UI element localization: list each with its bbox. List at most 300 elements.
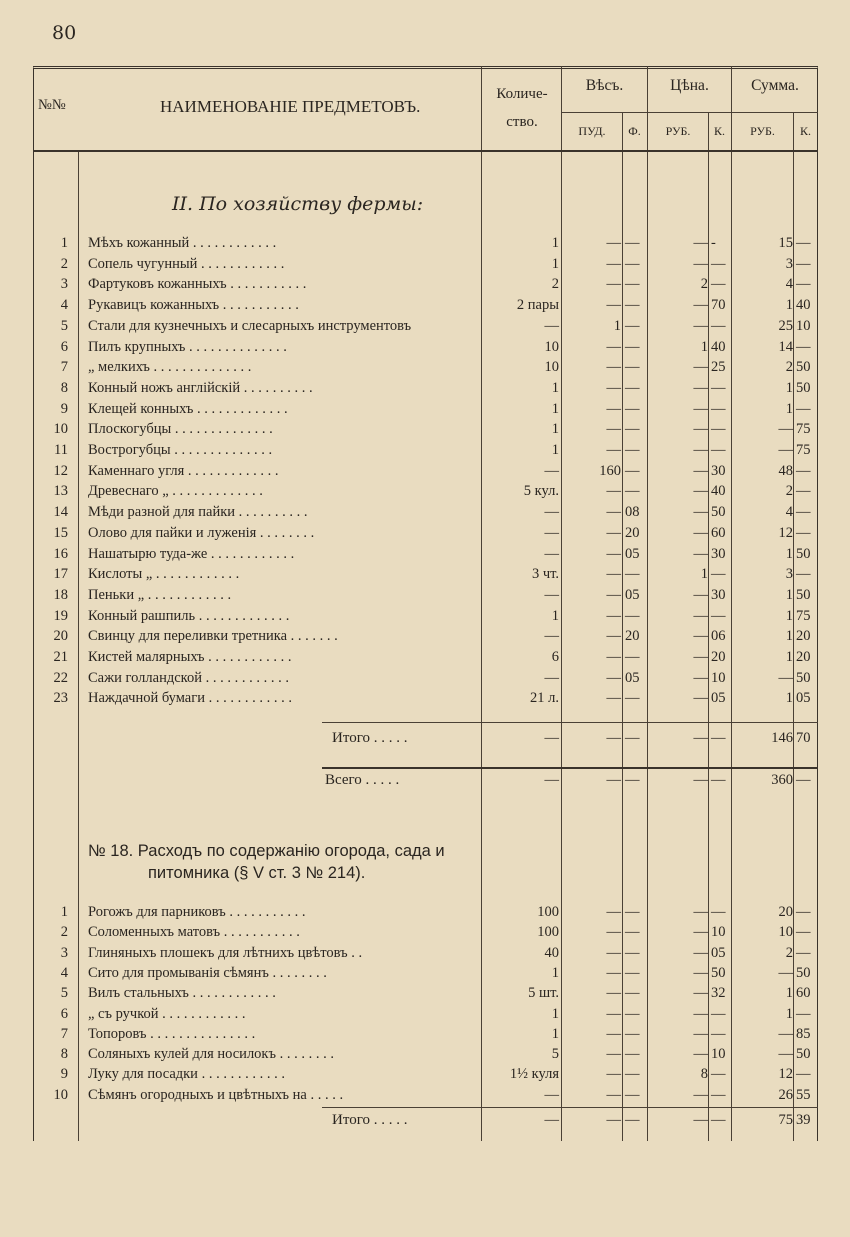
section2-total-row bbox=[0, 1110, 850, 1130]
row-number: 10 bbox=[53, 1086, 68, 1103]
sum-rub: 1 bbox=[785, 985, 793, 1002]
sum-rub: 20 bbox=[778, 904, 793, 920]
row-number: 19 bbox=[53, 607, 68, 624]
header-num: №№ bbox=[38, 97, 66, 113]
weight-f: 20 bbox=[625, 628, 640, 645]
weight-pud: — bbox=[606, 985, 621, 1002]
total-f: — bbox=[625, 730, 640, 746]
quantity: 100 bbox=[537, 924, 559, 941]
table-row bbox=[0, 1024, 850, 1044]
sum-k: — bbox=[796, 524, 811, 541]
quantity: — bbox=[544, 462, 559, 479]
item-name: Стали для кузнечныхъ и слесарныхъ инструментовъ bbox=[88, 317, 412, 334]
price-rub: — bbox=[693, 964, 708, 981]
total-k: — bbox=[711, 730, 726, 746]
table-row bbox=[0, 1064, 850, 1084]
weight-pud: — bbox=[606, 235, 621, 251]
sum-k: 55 bbox=[796, 1086, 811, 1103]
weight-pud: — bbox=[606, 1025, 621, 1042]
sum-k: 50 bbox=[796, 1046, 811, 1063]
total-sum-rub: 146 bbox=[771, 730, 793, 746]
weight-f: 20 bbox=[625, 524, 640, 541]
sum-rub: 10 bbox=[778, 924, 793, 941]
price-k: 05 bbox=[711, 690, 726, 707]
weight-pud: — bbox=[606, 359, 621, 376]
header-pud: ПУД. bbox=[578, 124, 606, 138]
quantity: 1 bbox=[551, 421, 559, 438]
weight-pud: — bbox=[606, 1066, 621, 1083]
row-number: 13 bbox=[53, 483, 68, 500]
sum-rub: 25 bbox=[778, 317, 793, 334]
row-number: 6 bbox=[60, 1005, 68, 1022]
item-name: Вострогубцы . . . . . . . . . . . . . . bbox=[88, 442, 273, 458]
weight-pud: — bbox=[606, 545, 621, 562]
grand-k: — bbox=[711, 772, 726, 788]
total2-qty: — bbox=[544, 1112, 559, 1128]
item-name: Мѣхъ кожанный . . . . . . . . . . . . bbox=[88, 235, 277, 251]
price-k: 25 bbox=[711, 359, 726, 376]
sum-k: 60 bbox=[796, 985, 811, 1002]
item-name: Нашатырю туда-же . . . . . . . . . . . . bbox=[88, 545, 295, 562]
row-number: 23 bbox=[53, 690, 68, 707]
row-number: 9 bbox=[60, 1066, 68, 1083]
page-number: 80 bbox=[52, 22, 77, 44]
row-number: 5 bbox=[60, 317, 68, 334]
weight-f: — bbox=[625, 649, 640, 665]
price-k: 10 bbox=[711, 924, 726, 941]
item-name: Конный ножъ англійскій . . . . . . . . . . bbox=[88, 379, 313, 396]
sum-rub: 1 bbox=[785, 1005, 793, 1022]
sum-k: — bbox=[796, 400, 811, 417]
sum-k: — bbox=[796, 504, 811, 521]
table-row bbox=[0, 544, 850, 564]
weight-pud: — bbox=[606, 379, 621, 396]
table-row bbox=[0, 647, 850, 667]
row-number: 17 bbox=[53, 566, 68, 583]
weight-pud: — bbox=[606, 504, 621, 521]
quantity: — bbox=[544, 669, 559, 686]
table-row bbox=[0, 983, 850, 1003]
sum-rub: 2 bbox=[785, 483, 793, 500]
weight-pud: — bbox=[606, 904, 621, 920]
price-k: — bbox=[711, 442, 726, 458]
price-rub: 1 bbox=[700, 338, 708, 355]
quantity: 2 пары bbox=[516, 297, 559, 314]
sum-rub: — bbox=[778, 1025, 793, 1042]
quantity: — bbox=[544, 628, 559, 645]
weight-f: — bbox=[625, 297, 640, 314]
weight-pud: — bbox=[606, 524, 621, 541]
row-number: 1 bbox=[60, 904, 68, 920]
weight-f: 05 bbox=[625, 669, 640, 686]
table-row bbox=[0, 461, 850, 481]
price-rub: — bbox=[693, 904, 708, 920]
sum-rub: 1 bbox=[785, 400, 793, 417]
sum-rub: 1 bbox=[785, 379, 793, 396]
price-rub: — bbox=[693, 235, 708, 251]
table-row bbox=[0, 1085, 850, 1105]
weight-pud: — bbox=[606, 566, 621, 583]
total-pud: — bbox=[606, 730, 621, 746]
sum-rub: 1 bbox=[785, 297, 793, 314]
weight-f: 05 bbox=[625, 586, 640, 603]
price-k: 32 bbox=[711, 985, 726, 1002]
price-rub: — bbox=[693, 379, 708, 396]
weight-f: — bbox=[625, 1046, 640, 1063]
weight-pud: — bbox=[606, 276, 621, 293]
quantity: 1 bbox=[551, 400, 559, 417]
item-name: Вилъ стальныхъ . . . . . . . . . . . . bbox=[88, 985, 276, 1002]
item-name: Конный рашпиль . . . . . . . . . . . . . bbox=[88, 607, 290, 624]
table-row bbox=[0, 1004, 850, 1024]
quantity: 6 bbox=[551, 649, 559, 665]
sum-rub: 2 bbox=[785, 359, 793, 376]
section2-title-line1: № 18. Расходъ по содержанію огорода, сада и bbox=[88, 842, 445, 860]
quantity: 21 л. bbox=[530, 690, 559, 707]
price-k: - bbox=[711, 235, 716, 251]
weight-pud: — bbox=[606, 421, 621, 438]
weight-pud: — bbox=[606, 607, 621, 624]
total2-rub: — bbox=[693, 1112, 708, 1128]
item-name: Луку для посадки . . . . . . . . . . . . bbox=[88, 1066, 285, 1083]
table-row bbox=[0, 943, 850, 963]
item-name: Наждачной бумаги . . . . . . . . . . . . bbox=[88, 690, 292, 707]
weight-f: — bbox=[625, 400, 640, 417]
item-name: Сопель чугунный . . . . . . . . . . . . bbox=[88, 255, 285, 272]
weight-pud: — bbox=[606, 964, 621, 981]
row-number: 11 bbox=[54, 442, 68, 458]
price-k: — bbox=[711, 1005, 726, 1022]
item-name: Сѣмянъ огородныхъ и цвѣтныхъ на . . . . . bbox=[88, 1086, 344, 1103]
row-number: 8 bbox=[60, 1046, 68, 1063]
item-name: „ мелкихъ . . . . . . . . . . . . . . bbox=[88, 359, 252, 376]
price-k: 40 bbox=[711, 338, 726, 355]
price-rub: — bbox=[693, 1086, 708, 1103]
sum-k: 85 bbox=[796, 1025, 811, 1042]
sum-rub: — bbox=[778, 669, 793, 686]
sum-k: 20 bbox=[796, 649, 811, 665]
sum-rub: 1 bbox=[785, 628, 793, 645]
row-number: 4 bbox=[60, 964, 68, 981]
quantity: — bbox=[544, 1086, 559, 1103]
price-k: 30 bbox=[711, 586, 726, 603]
sum-rub: 14 bbox=[778, 338, 793, 355]
total2-pud: — bbox=[606, 1112, 621, 1128]
header-weight: Вѣсъ. bbox=[585, 77, 624, 94]
sum-k: 50 bbox=[796, 669, 811, 686]
weight-pud: — bbox=[606, 690, 621, 707]
header-bottom-rule bbox=[33, 150, 818, 152]
total2-sum-k: 39 bbox=[796, 1112, 811, 1128]
table-row bbox=[0, 399, 850, 419]
sum-k: — bbox=[796, 235, 811, 251]
header-qty-2: ство. bbox=[506, 114, 538, 130]
header-f: Ф. bbox=[628, 124, 641, 138]
price-k: 10 bbox=[711, 669, 726, 686]
weight-f: — bbox=[625, 338, 640, 355]
sum-rub: — bbox=[778, 421, 793, 438]
row-number: 20 bbox=[53, 628, 68, 645]
sum-k: — bbox=[796, 276, 811, 293]
section2-title bbox=[88, 840, 478, 884]
weight-pud: — bbox=[606, 924, 621, 941]
price-k: — bbox=[711, 904, 726, 920]
table-row bbox=[0, 585, 850, 605]
weight-f: — bbox=[625, 690, 640, 707]
price-rub: — bbox=[693, 607, 708, 624]
weight-pud: — bbox=[606, 297, 621, 314]
grand-sum-rub: 360 bbox=[771, 772, 793, 788]
total-rule-1 bbox=[322, 722, 818, 723]
item-name: Рукавицъ кожанныхъ . . . . . . . . . . . bbox=[88, 297, 299, 314]
price-rub: — bbox=[693, 985, 708, 1002]
sum-rub: — bbox=[778, 1046, 793, 1063]
quantity: 1 bbox=[551, 442, 559, 458]
price-rub: — bbox=[693, 1005, 708, 1022]
price-rub: — bbox=[693, 483, 708, 500]
weight-f: — bbox=[625, 317, 640, 334]
sum-rub: 15 bbox=[778, 235, 793, 251]
weight-f: — bbox=[625, 255, 640, 272]
sum-rub: 26 bbox=[778, 1086, 793, 1103]
sum-rub: — bbox=[778, 964, 793, 981]
sum-k: 50 bbox=[796, 545, 811, 562]
price-k: — bbox=[711, 1066, 726, 1083]
quantity: 1 bbox=[551, 607, 559, 624]
price-k: — bbox=[711, 276, 726, 293]
total-qty: — bbox=[544, 730, 559, 746]
price-k: 10 bbox=[711, 1046, 726, 1063]
row-number: 6 bbox=[60, 338, 68, 355]
weight-pud: — bbox=[606, 628, 621, 645]
weight-f: — bbox=[625, 442, 640, 458]
quantity: 100 bbox=[537, 904, 559, 920]
total-sum-k: 70 bbox=[796, 730, 811, 746]
sum-k: — bbox=[796, 566, 811, 583]
sum-rub: 3 bbox=[785, 255, 793, 272]
quantity: 5 bbox=[551, 1046, 559, 1063]
price-k: — bbox=[711, 607, 726, 624]
item-name: „ съ ручкой . . . . . . . . . . . . bbox=[88, 1005, 246, 1022]
item-name: Сито для промыванія сѣмянъ . . . . . . . . bbox=[88, 964, 327, 981]
weight-pud: 1 bbox=[613, 317, 621, 334]
item-name: Пеньки „ . . . . . . . . . . . . bbox=[88, 586, 232, 603]
sum-k: 50 bbox=[796, 359, 811, 376]
item-name: Мѣди разной для пайки . . . . . . . . . . bbox=[88, 504, 308, 521]
weight-pud: — bbox=[606, 1046, 621, 1063]
price-k: 06 bbox=[711, 628, 726, 645]
quantity: 1 bbox=[551, 255, 559, 272]
sum-rub: 1 bbox=[785, 690, 793, 707]
row-number: 3 bbox=[60, 944, 68, 961]
row-number: 12 bbox=[53, 462, 68, 479]
sum-rub: 12 bbox=[778, 524, 793, 541]
sum-rub: 12 bbox=[778, 1066, 793, 1083]
header-sum: Сумма. bbox=[751, 77, 799, 94]
quantity: 1 bbox=[551, 1025, 559, 1042]
sum-k: 75 bbox=[796, 607, 811, 624]
price-k: — bbox=[711, 255, 726, 272]
total-rub: — bbox=[693, 730, 708, 746]
grand-f: — bbox=[625, 772, 640, 788]
price-rub: — bbox=[693, 421, 708, 438]
sum-k: — bbox=[796, 944, 811, 961]
weight-f: — bbox=[625, 483, 640, 500]
weight-f: — bbox=[625, 379, 640, 396]
price-rub: — bbox=[693, 462, 708, 479]
quantity: 10 bbox=[544, 359, 559, 376]
sum-k: — bbox=[796, 924, 811, 941]
row-number: 22 bbox=[53, 669, 68, 686]
sum-k: 40 bbox=[796, 297, 811, 314]
price-rub: — bbox=[693, 924, 708, 941]
item-name: Сажи голландской . . . . . . . . . . . . bbox=[88, 669, 289, 686]
grand-pud: — bbox=[606, 772, 621, 788]
item-name: Соляныхъ кулей для носилокъ . . . . . . . . bbox=[88, 1046, 334, 1063]
item-name: Кислоты „ . . . . . . . . . . . . bbox=[88, 566, 240, 583]
quantity: 1 bbox=[551, 964, 559, 981]
weight-f: — bbox=[625, 276, 640, 293]
quantity: — bbox=[544, 545, 559, 562]
row-number: 16 bbox=[53, 545, 68, 562]
weight-f: — bbox=[625, 904, 640, 920]
price-rub: — bbox=[693, 524, 708, 541]
table-row bbox=[0, 1044, 850, 1064]
row-number: 15 bbox=[53, 524, 68, 541]
sum-k: — bbox=[796, 483, 811, 500]
weight-pud: — bbox=[606, 400, 621, 417]
table-row bbox=[0, 316, 850, 336]
header-sk: К. bbox=[799, 124, 811, 138]
item-name: Рогожъ для парниковъ . . . . . . . . . . . bbox=[88, 904, 306, 920]
header-rub: РУБ. bbox=[665, 124, 691, 138]
weight-f: — bbox=[625, 985, 640, 1002]
header-qty-1: Количе- bbox=[496, 86, 548, 102]
weight-pud: — bbox=[606, 586, 621, 603]
table-row bbox=[0, 902, 850, 922]
grand-rub: — bbox=[693, 772, 708, 788]
price-rub: — bbox=[693, 442, 708, 458]
price-rub: — bbox=[693, 586, 708, 603]
price-k: 40 bbox=[711, 483, 726, 500]
price-k: — bbox=[711, 566, 726, 583]
weight-f: — bbox=[625, 421, 640, 438]
sum-rub: 1 bbox=[785, 607, 793, 624]
item-name: Топоровъ . . . . . . . . . . . . . . . bbox=[88, 1025, 256, 1042]
weight-pud: — bbox=[606, 669, 621, 686]
weight-pud: — bbox=[606, 944, 621, 961]
sum-k: — bbox=[796, 1066, 811, 1083]
weight-f: — bbox=[625, 1025, 640, 1042]
weight-pud: 160 bbox=[599, 462, 621, 479]
weight-f: 05 bbox=[625, 545, 640, 562]
weight-f: — bbox=[625, 1005, 640, 1022]
sum-k: — bbox=[796, 338, 811, 355]
price-rub: — bbox=[693, 317, 708, 334]
row-number: 5 bbox=[60, 985, 68, 1002]
sum-k: 75 bbox=[796, 421, 811, 438]
price-rub: — bbox=[693, 255, 708, 272]
item-name: Древеснаго „ . . . . . . . . . . . . . bbox=[88, 483, 263, 500]
table-row bbox=[0, 502, 850, 522]
weight-f: — bbox=[625, 235, 640, 251]
weight-f: — bbox=[625, 359, 640, 376]
item-name: Пилъ крупныхъ . . . . . . . . . . . . . . bbox=[88, 338, 287, 355]
price-rub: — bbox=[693, 669, 708, 686]
price-rub: — bbox=[693, 400, 708, 417]
price-k: 20 bbox=[711, 649, 726, 665]
row-number: 18 bbox=[53, 586, 68, 603]
sum-rub: — bbox=[778, 442, 793, 458]
sum-rub: 2 bbox=[785, 944, 793, 961]
price-k: 50 bbox=[711, 504, 726, 521]
table-row bbox=[0, 668, 850, 688]
item-name: Олово для пайки и луженія . . . . . . . . bbox=[88, 524, 315, 541]
row-number: 14 bbox=[53, 504, 68, 521]
row-number: 7 bbox=[60, 1025, 68, 1042]
table-row bbox=[0, 378, 850, 398]
table-row bbox=[0, 419, 850, 439]
weight-f: — bbox=[625, 607, 640, 624]
price-rub: — bbox=[693, 628, 708, 645]
price-k: 70 bbox=[711, 297, 726, 314]
row-number: 2 bbox=[60, 255, 68, 272]
sum-k: — bbox=[796, 1005, 811, 1022]
sum-rub: 3 bbox=[785, 566, 793, 583]
weight-f: — bbox=[625, 964, 640, 981]
table-row bbox=[0, 233, 850, 253]
row-number: 10 bbox=[53, 421, 68, 438]
weight-f: 08 bbox=[625, 504, 640, 521]
item-name: Фартуковъ кожанныхъ . . . . . . . . . . . bbox=[88, 276, 307, 293]
row-number: 1 bbox=[60, 235, 68, 251]
table-row bbox=[0, 626, 850, 646]
weight-pud: — bbox=[606, 1005, 621, 1022]
price-k: — bbox=[711, 400, 726, 417]
header-k: К. bbox=[713, 124, 725, 138]
table-row bbox=[0, 295, 850, 315]
sum-k: 50 bbox=[796, 964, 811, 981]
section2-title-line2: питомника (§ V ст. 3 № 214). bbox=[148, 864, 366, 882]
total-rule-2 bbox=[322, 1107, 818, 1108]
table-row bbox=[0, 922, 850, 942]
price-rub: — bbox=[693, 1025, 708, 1042]
row-number: 8 bbox=[60, 379, 68, 396]
price-rub: — bbox=[693, 1046, 708, 1063]
weight-pud: — bbox=[606, 1086, 621, 1103]
weight-f: — bbox=[625, 566, 640, 583]
table-row bbox=[0, 440, 850, 460]
price-k: — bbox=[711, 379, 726, 396]
item-name: Плоскогубцы . . . . . . . . . . . . . . bbox=[88, 421, 273, 438]
quantity: 10 bbox=[544, 338, 559, 355]
table-row bbox=[0, 963, 850, 983]
item-name: Свинцу для переливки третника . . . . . . . bbox=[88, 628, 338, 645]
sum-rub: 1 bbox=[785, 545, 793, 562]
weight-f: — bbox=[625, 1086, 640, 1103]
table-row bbox=[0, 337, 850, 357]
table-row bbox=[0, 254, 850, 274]
quantity: — bbox=[544, 504, 559, 521]
quantity: 1½ куля bbox=[509, 1066, 559, 1083]
price-k: — bbox=[711, 1025, 726, 1042]
weight-f: — bbox=[625, 1066, 640, 1083]
quantity: 40 bbox=[544, 944, 559, 961]
section1-total-row bbox=[0, 728, 850, 748]
table-row bbox=[0, 688, 850, 708]
price-rub: — bbox=[693, 649, 708, 665]
table-row bbox=[0, 274, 850, 294]
